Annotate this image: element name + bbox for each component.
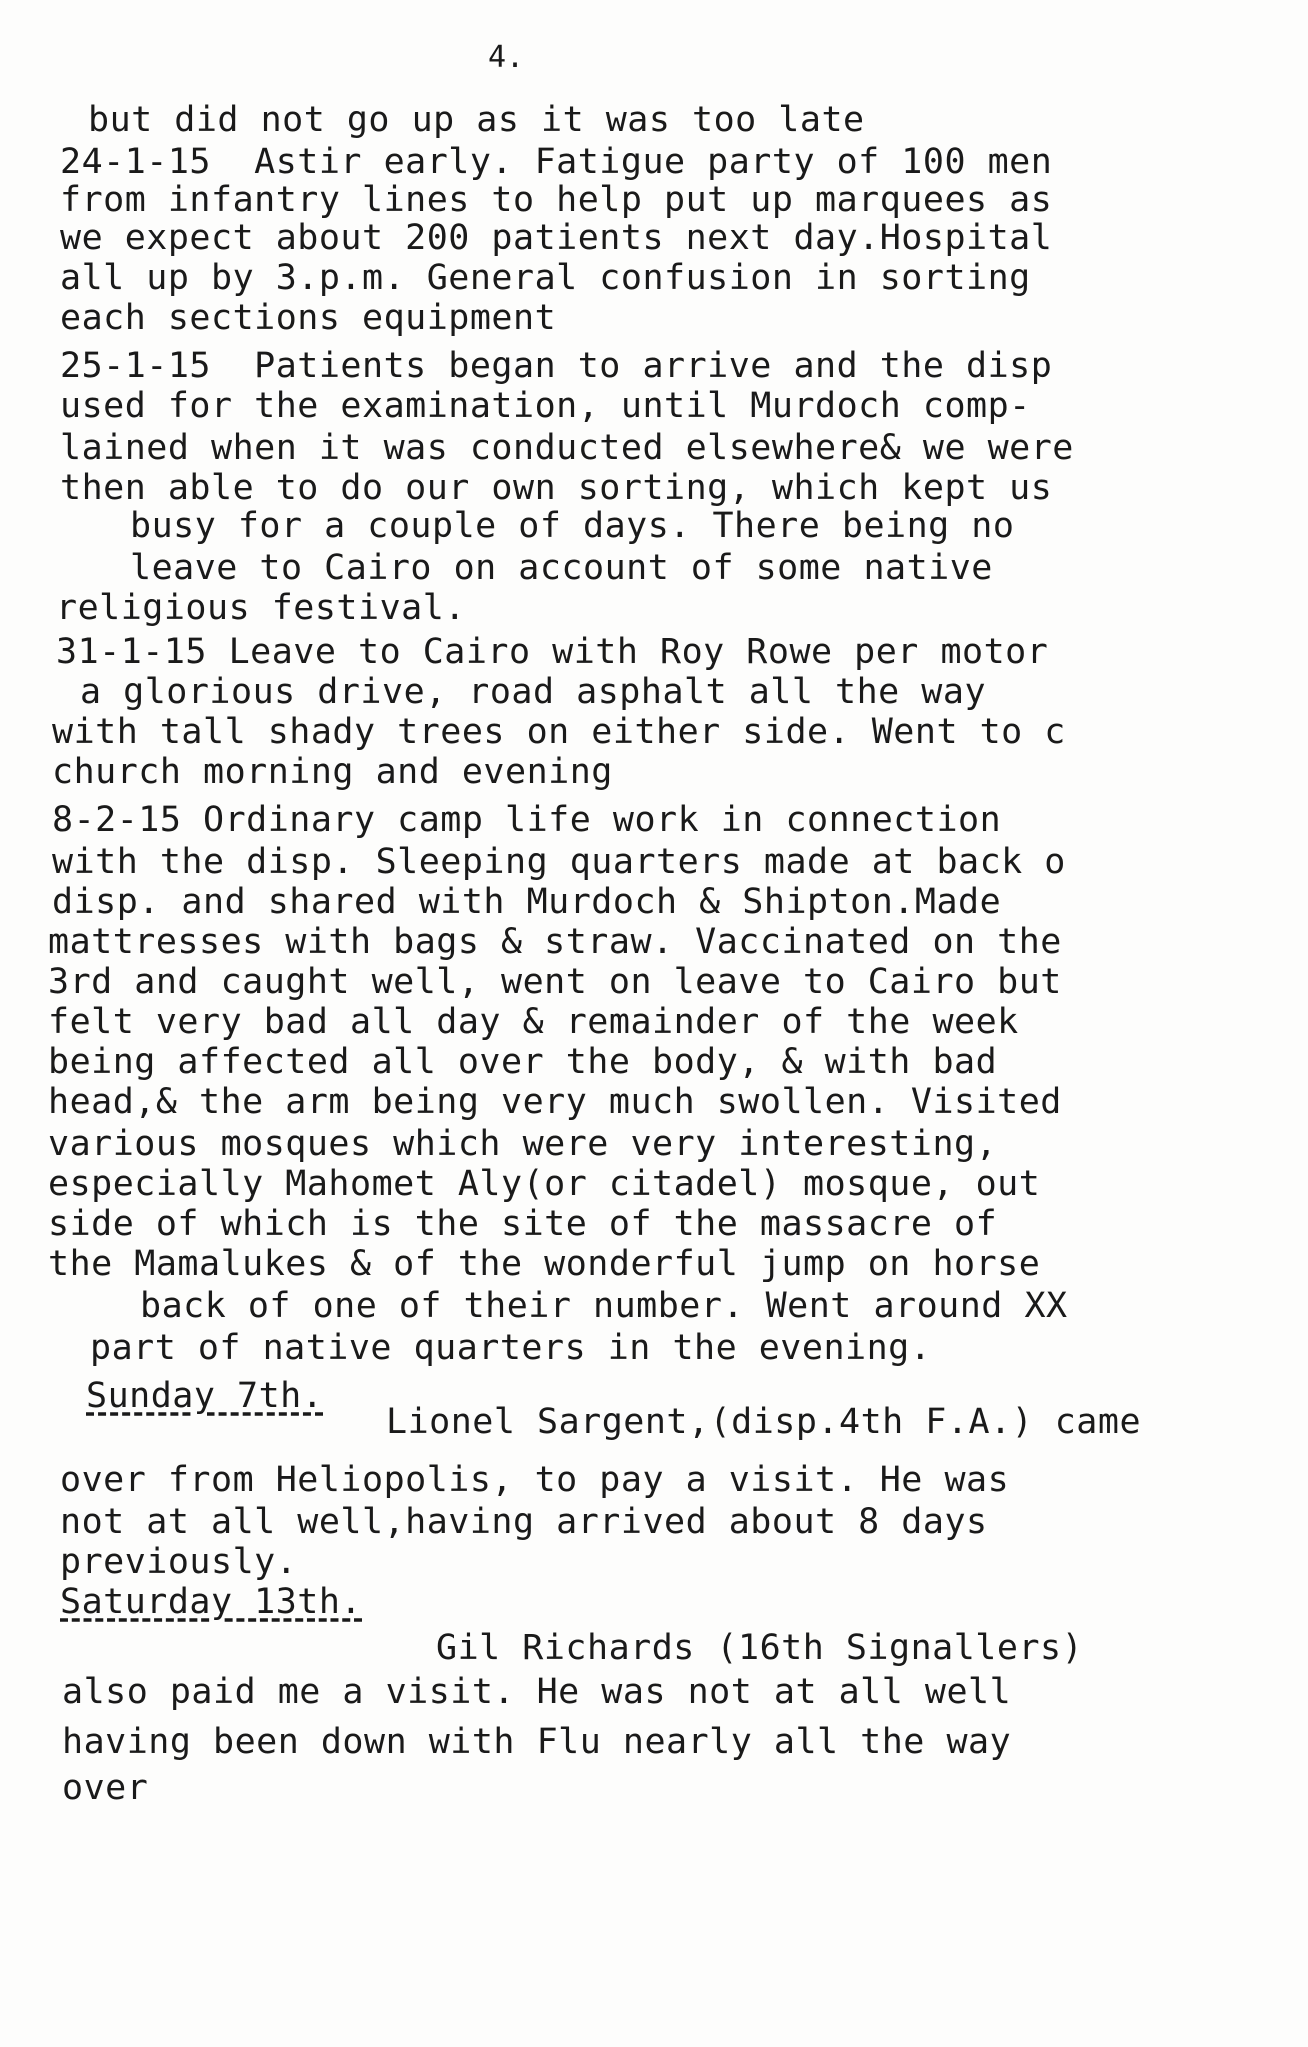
text-line: not at all well,having arrived about 8 days — [60, 1502, 988, 1542]
text-line: religious festival. — [56, 588, 466, 628]
text-line: back of one of their number. Went around XX — [140, 1286, 1068, 1326]
date-heading-saturday: Saturday 13th. — [60, 1582, 363, 1622]
text-line: mattresses with bags & straw. Vaccinated on the — [48, 922, 1062, 962]
text-line: also paid me a visit. He was not at all well — [62, 1672, 1012, 1712]
text-line: a glorious drive, road asphalt all the way — [80, 672, 987, 712]
text-line: with the disp. Sleeping quarters made at back o — [52, 842, 1066, 882]
text-line: Gil Richards (16th Signallers) — [436, 1628, 1084, 1668]
text-line: leave to Cairo on account of some native — [130, 548, 993, 588]
text-line: used for the examination, until Murdoch comp- — [60, 386, 1031, 426]
text-line: but did not go up as it was too late — [88, 100, 865, 140]
text-line: over — [62, 1768, 149, 1808]
text-line: being affected all over the body, & with bad — [48, 1042, 998, 1082]
text-line: 25-1-15 Patients began to arrive and the disp — [60, 346, 1053, 386]
text-line: we expect about 200 patients next day.Hospital — [60, 218, 1053, 258]
text-line: felt very bad all day & remainder of the week — [48, 1002, 1019, 1042]
text-line: especially Mahomet Aly(or citadel) mosque, out — [48, 1164, 1041, 1204]
text-line: Lionel Sargent,(disp.4th F.A.) came — [386, 1402, 1142, 1442]
text-line: 31-1-15 Leave to Cairo with Roy Rowe per motor — [56, 632, 1049, 672]
text-line: head,& the arm being very much swollen. Visited — [48, 1082, 1062, 1122]
text-line: lained when it was conducted elsewhere& we were — [60, 428, 1074, 468]
text-line: 3rd and caught well, went on leave to Cairo but — [48, 962, 1062, 1002]
text-line: busy for a couple of days. There being no — [130, 506, 1015, 546]
text-line: then able to do our own sorting, which kept us — [60, 468, 1053, 508]
text-line: previously. — [60, 1542, 298, 1582]
text-line: the Mamalukes & of the wonderful jump on horse — [48, 1244, 1041, 1284]
date-heading-sunday: Sunday 7th. — [86, 1376, 324, 1416]
text-line: having been down with Flu nearly all the way — [62, 1722, 1012, 1762]
page-number: 4. — [488, 40, 525, 75]
text-line: all up by 3.p.m. General confusion in sorting — [60, 258, 1031, 298]
text-line: 24-1-15 Astir early. Fatigue party of 100 men — [60, 142, 1053, 182]
text-line: side of which is the site of the massacre of — [48, 1204, 998, 1244]
text-line: over from Heliopolis, to pay a visit. He was — [60, 1460, 1010, 1500]
text-line: church morning and evening — [52, 752, 613, 792]
text-line: various mosques which were very interesting, — [48, 1124, 998, 1164]
text-line: part of native quarters in the evening. — [90, 1328, 932, 1368]
text-line: disp. and shared with Murdoch & Shipton.Made — [52, 882, 1002, 922]
text-line: from infantry lines to help put up marquees as — [60, 180, 1053, 220]
text-line: 8-2-15 Ordinary camp life work in connection — [52, 800, 1002, 840]
text-line: each sections equipment — [60, 298, 557, 338]
text-line: with tall shady trees on either side. Went to c — [52, 712, 1066, 752]
